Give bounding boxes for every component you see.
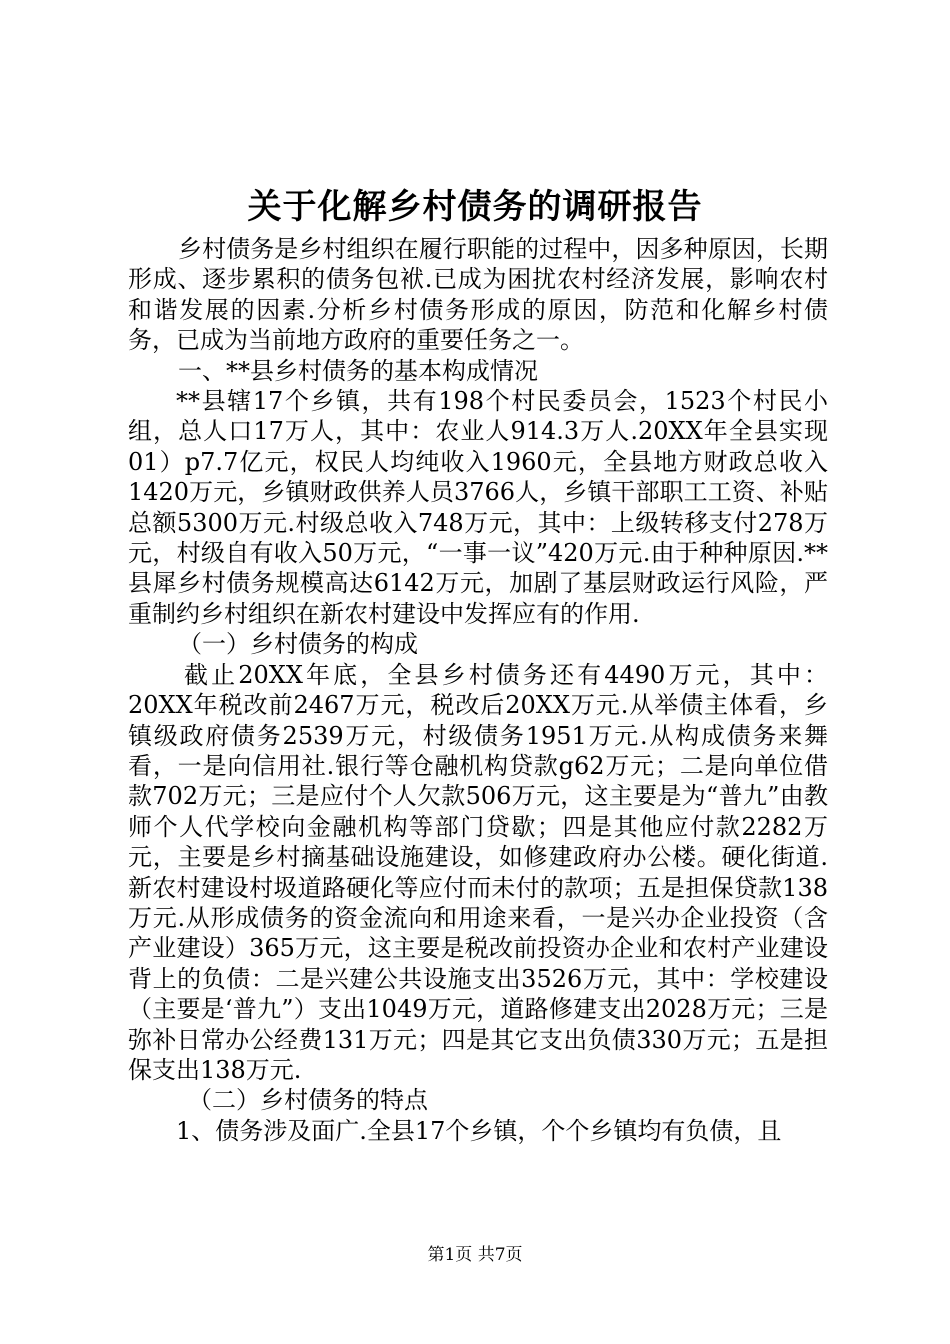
- subsection-heading-1: （一）乡村债务的构成: [178, 630, 418, 659]
- subsection-heading-2: （二）乡村债务的特点: [188, 1086, 428, 1115]
- overview-paragraph: **县辖17个乡镇，共有198个村民委员会，1523个村民小组，总人口17万人，其中：农业人914.3万人.20XX年全县实现01）p7.7亿元，权民人均纯收入1960元，全县地方财政总收入1420万元，乡镇财政供养人员3766人，乡镇干部职工工资、补贴总额5300万元.村级总收入748万元，其中：上级转移支付278万元，村级自有收入50万元，“一事一议”420万元.由于种种原因.**县犀乡村债务规模高达6142万元，加剧了基层财政运行风险，严重制约乡村组织在新农村建设中发挥应有的作用.: [128, 387, 828, 628]
- intro-paragraph: 乡村债务是乡村组织在履行职能的过程中，因多种原因，长期形成、逐步累积的债务包袱.已成为困扰农村经济发展，影响农村和谐发展的因素.分析乡村债务形成的原因，防范和化解乡村债务，已成为当前地方政府的重要任务之一。: [128, 235, 828, 355]
- section-heading-1: 一、**县乡村债务的基本构成情况: [178, 356, 538, 385]
- document-title: 关于化解乡村债务的调研报告: [247, 187, 703, 227]
- document-body: [128, 234, 828, 1146]
- features-paragraph: 1、债务涉及面广.全县17个乡镇，个个乡镇均有负债，且: [176, 1116, 782, 1145]
- composition-paragraph: 截止20XX年底，全县乡村债务还有4490万元，其中：20XX年税改前2467万元，税改后20XX万元.从举债主体看，乡镇级政府债务2539万元，村级债务1951万元.从构成债务来舞看，一是向信用社.银行等仓融机构贷款g62万元；二是向单位借款702万元；三是应付个人欠款506万元，这主要是为“普九”由教师个人代学校向金融机构等部门贷歇；四是其他应付款2282万元，主要是乡村摘基础设施建设，如修建政府办公楼。硬化街道.新农村建设村圾道路硬化等应付而未付的款项；五是担保贷款138万元.从形成债务的资金流向和用途来看，一是兴办企业投资（含产业建设）365万元，这主要是税改前投资办企业和农村产业建设背上的负债：二是兴建公共设施支出3526万元，其中：学校建设（主要是‘普九”）支出1049万元，道路修建支出2028万元；三是弥补日常办公经费131万元；四是其它支出负债330万元；五是担保支出138万元.: [128, 660, 828, 1084]
- page-footer: 第1页 共7页: [427, 1245, 523, 1265]
